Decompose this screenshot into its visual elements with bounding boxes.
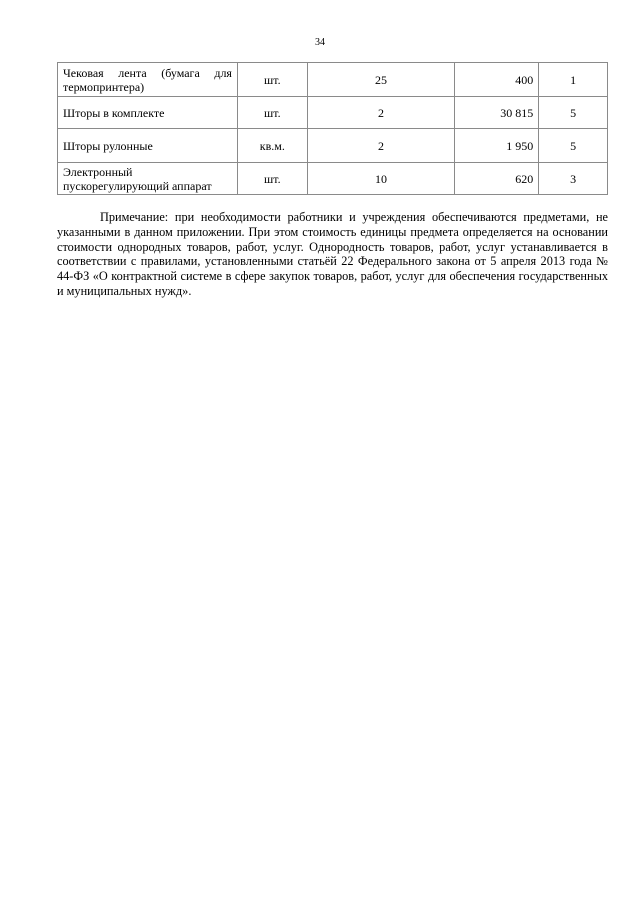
item-count: 5 [539, 97, 608, 129]
item-name: Чековая лента (бумага для термопринтера) [63, 65, 232, 94]
page-number: 34 [315, 37, 325, 48]
table-row [58, 129, 608, 163]
table-row [58, 97, 608, 129]
item-name: Шторы рулонные [58, 129, 238, 163]
items-table [57, 62, 608, 195]
item-price: 400 [455, 63, 539, 97]
item-name: Шторы в комплекте [58, 97, 238, 129]
item-unit: шт. [237, 97, 307, 129]
item-price: 1 950 [455, 129, 539, 163]
item-price: 620 [455, 163, 539, 195]
table-row [58, 163, 608, 195]
item-quantity: 2 [307, 97, 455, 129]
item-name: Электронный пускорегулирующий аппарат [58, 163, 238, 195]
item-count: 5 [539, 129, 608, 163]
item-unit: шт. [237, 63, 307, 97]
item-name-cell [58, 63, 238, 97]
item-quantity: 10 [307, 163, 455, 195]
item-unit: шт. [237, 163, 307, 195]
item-unit: кв.м. [237, 129, 307, 163]
item-count: 3 [539, 163, 608, 195]
item-quantity: 2 [307, 129, 455, 163]
item-count: 1 [539, 63, 608, 97]
note-paragraph: Примечание: при необходимости работники и учреждения обеспечиваются предметами, не указанными в данном приложении. При этом стоимость единицы предмета определяется на основании стоимости однородных товаров, работ, услуг. Однородность товаров, работ, услуг устанавливается в соответствии с правилами, установленными статьёй 22 Федерального закона от 5 апреля 2013 года № 44-ФЗ «О контрактной системе в сфере закупок товаров, работ, услуг для обеспечения государственных и муниципальных нужд». [57, 210, 608, 298]
item-price: 30 815 [455, 97, 539, 129]
item-quantity: 25 [307, 63, 455, 97]
table-row [58, 63, 608, 97]
